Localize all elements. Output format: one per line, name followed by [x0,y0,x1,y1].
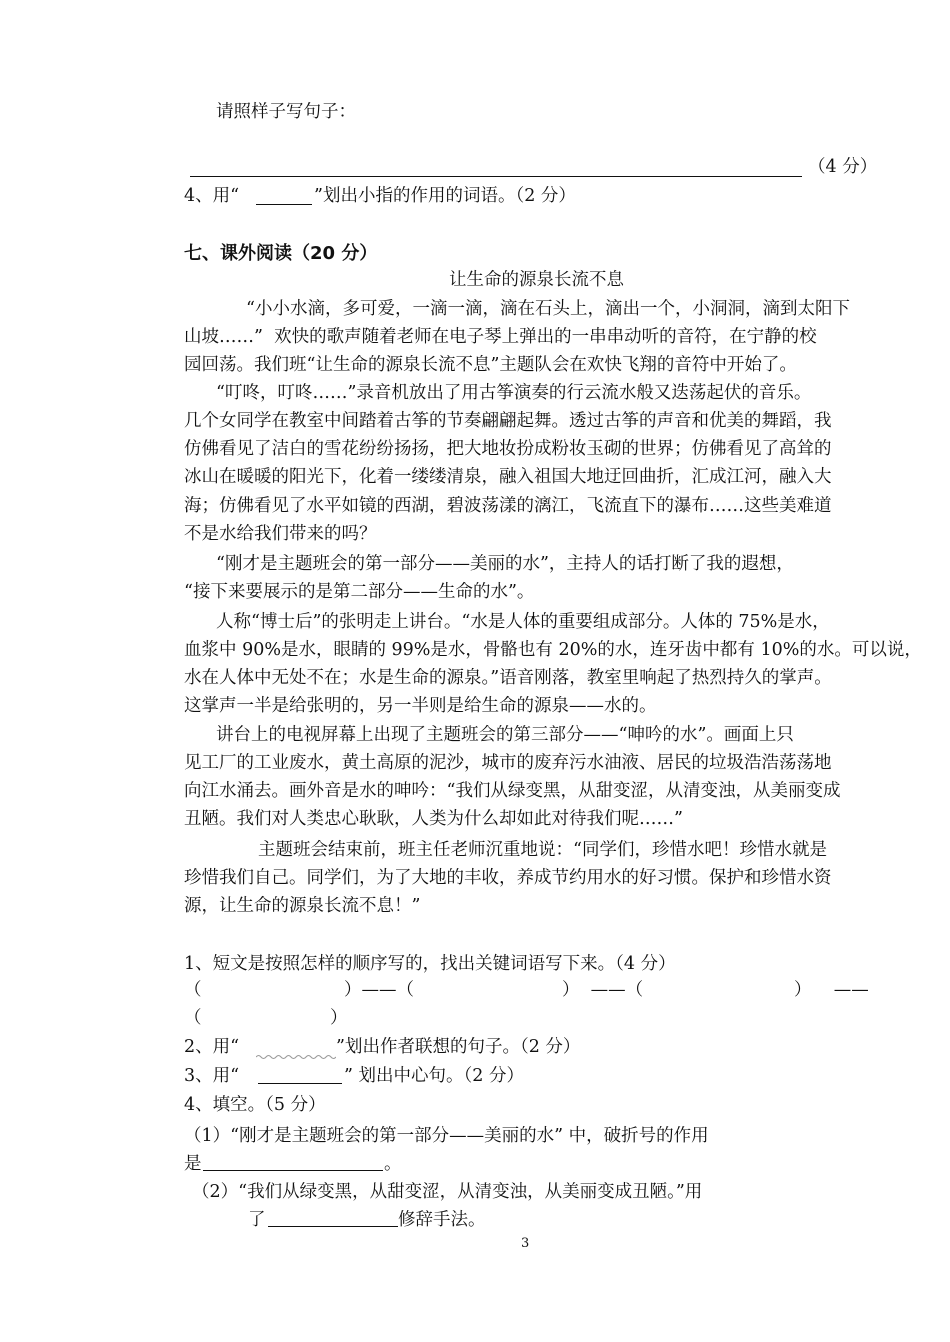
passage-line: 山坡……” 欢快的歌声随着老师在电子琴上弹出的一串串动听的音符，在宁静的校 [184,327,817,347]
question-1: 1、短文是按照怎样的顺序写的，找出关键词语写下来。（4 分） [184,954,676,974]
section-heading: 七、课外阅读（20 分） [184,243,378,264]
answer-blank[interactable]: ） ——（ [562,980,644,1000]
question-4-2-lead: 了 [248,1210,266,1230]
question-4-2: （2）“我们从绿变黑，从甜变涩，从清变浊，从美丽变成丑陋。”用 [192,1182,703,1202]
passage-line: 珍惜我们自己。同学们，为了大地的丰收，养成节约用水的好习惯。保护和珍惜水资 [184,868,832,888]
answer-line[interactable] [268,1226,398,1227]
answer-blank[interactable]: ） [330,1008,348,1028]
question-2-suffix: ”划出作者联想的句子。（2 分） [336,1037,581,1057]
passage-line: 海；仿佛看见了水平如镜的西湖，碧波荡漾的漓江，飞流直下的瀑布……这些美难道 [184,496,832,516]
underline-sample [256,204,312,205]
score-label: （4 分） [808,157,878,177]
question-4-1-lead: 是 [184,1154,202,1174]
passage-line: 血浆中 90%是水，眼睛的 99%是水，骨骼也有 20%的水，连牙齿中都有 10%的水。可以说， [184,640,922,660]
passage-line: 园回荡。我们班“让生命的源泉长流不息”主题队会在欢快飞翔的音符中开始了。 [184,355,797,375]
answer-blank[interactable]: ） —— [794,980,869,1000]
question-4-2-end: 修辞手法。 [398,1210,486,1230]
question-4-1: （1）“刚才是主题班会的第一部分——美丽的水” 中，破折号的作用 [184,1126,709,1146]
passage-line: “小小水滴，多可爱，一滴一滴，滴在石头上，滴出一个，小洞洞，滴到太阳下 [246,299,850,319]
passage-line: 冰山在暖暖的阳光下，化着一缕缕清泉，融入祖国大地迂回曲折，汇成江河，融入大 [184,467,832,487]
passage-title: 让生命的源泉长流不息 [449,270,624,290]
passage-line: 这掌声一半是给张明的，另一半则是给生命的源泉——水的。 [184,696,657,716]
instruction-text: 请照样子写句子： [216,102,356,122]
passage-line: 见工厂的工业废水，黄土高原的泥沙，城市的废弃污水油液、居民的垃圾浩浩荡荡地 [184,753,832,773]
passage-line: 讲台上的电视屏幕上出现了主题班会的第三部分——“呻吟的水”。画面上只 [216,725,794,745]
passage-line: 不是水给我们带来的吗？ [184,524,377,544]
answer-line[interactable] [203,1170,383,1171]
passage-line: “刚才是主题班会的第一部分——美丽的水”，主持人的话打断了我的遐想， [216,554,794,574]
question-4: 4、填空。（5 分） [184,1095,326,1115]
passage-line: 丑陋。我们对人类忠心耿耿，人类为什么却如此对待我们呢……” [184,809,683,829]
question-3-suffix: ” 划出中心句。（2 分） [344,1066,524,1086]
passage-line: “叮咚，叮咚……”录音机放出了用古筝演奏的行云流水般又迭荡起伏的音乐。 [216,383,812,403]
passage-line: 人称“博士后”的张明走上讲台。“水是人体的重要组成部分。人体的 75%是水， [216,612,830,632]
question-4-prefix: 4、用“ [184,186,240,206]
passage-line: “接下来要展示的是第二部分——生命的水”。 [184,582,535,602]
question-3-prefix: 3、用“ [184,1066,240,1086]
answer-line[interactable] [190,176,802,177]
wavy-underline-sample [256,1053,336,1061]
passage-line: 几个女同学在教室中间踏着古筝的节奏翩翩起舞。透过古筝的声音和优美的舞蹈，我 [184,411,832,431]
bracket-open: （ [184,1008,202,1028]
passage-line: 向江水涌去。画外音是水的呻吟：“我们从绿变黑，从甜变涩，从清变浊，从美丽变成 [184,781,841,801]
question-4-suffix: ”划出小指的作用的词语。（2 分） [314,186,576,206]
passage-line: 源，让生命的源泉长流不息！” [184,896,421,916]
bracket-open: （ [184,980,202,1000]
page-number: 3 [521,1236,530,1251]
passage-line: 主题班会结束前，班主任老师沉重地说：“同学们，珍惜水吧！珍惜水就是 [258,840,827,860]
passage-line: 水在人体中无处不在；水是生命的源泉。”语音刚落，教室里响起了热烈持久的掌声。 [184,668,832,688]
answer-blank[interactable]: ）——（ [344,980,414,1000]
passage-line: 仿佛看见了洁白的雪花纷纷扬扬，把大地妆扮成粉妆玉砌的世界；仿佛看见了高耸的 [184,439,832,459]
question-2-prefix: 2、用“ [184,1037,240,1057]
underline-sample [258,1083,342,1084]
question-4-1-end: 。 [384,1154,402,1174]
